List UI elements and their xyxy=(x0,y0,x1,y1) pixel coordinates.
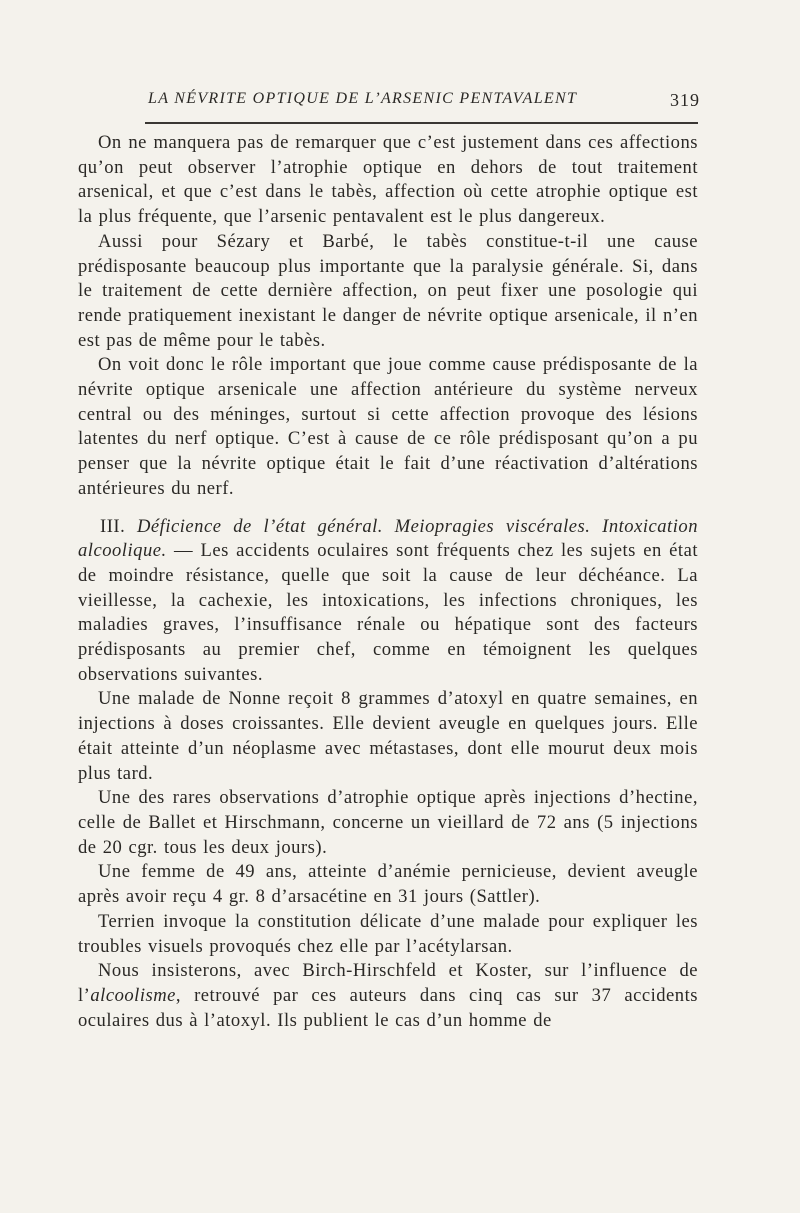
final-text-start: Nous insisterons, avec Birch-Hirschfeld et Koster, sur l’influence de l’ xyxy=(78,960,698,1006)
paragraph: On voit donc le rôle important que joue comme cause prédisposante de la névrite optique arsenicale une affection antérieure du système nerveux central ou des méninges, surtout si cette affection provoque des lésions latentes du nerf optique. C’est à cause de ce rôle prédisposant qu’on a pu penser que la névrite optique était le fait d’une réactivation d’altérations antérieures du nerf. xyxy=(78,354,698,499)
paragraph xyxy=(78,959,698,1033)
header-rule xyxy=(145,122,698,124)
paragraph: On ne manquera pas de remarquer que c’est justement dans ces affections qu’on peut observer l’atrophie optique en dehors de tout traitement arsenical, et que c’est dans le tabès, affection où cette atrophie optique est la plus fréquente, que l’arsenic pentavalent est le plus dangereux. xyxy=(78,132,698,228)
paragraph: Une des rares observations d’atrophie optique après injections d’hectine, celle de Ballet et Hirschmann, concerne un vieillard de 72 ans (5 injections de 20 cgr. tous les deux jours). xyxy=(78,787,698,858)
section-paragraph xyxy=(78,515,698,688)
page-number: 319 xyxy=(670,90,700,110)
running-head xyxy=(78,90,706,114)
section-text: — Les accidents oculaires sont fréquents chez les sujets en état de moindre résistance, quelle que soit la cause de leur déchéance. La vieillesse, la cachexie, les intoxications, les infections chroniques, les maladies graves, l’insuffisance rénale ou hépatique sont des facteurs prédisposants au premier chef, comme en témoignent les quelques observations suivantes. xyxy=(78,540,698,685)
paragraph: Aussi pour Sézary et Barbé, le tabès constitue-t-il une cause prédisposante beaucoup plus importante que la paralysie générale. Si, dans le traitement de cette dernière affection, on peut fixer une posologie qui rende pratiquement inexistant le danger de névrite optique arsenicale, il n’en est pas de même pour le tabès. xyxy=(78,230,698,351)
paragraph: Terrien invoque la constitution délicate d’une malade pour expliquer les troubles visuels provoqués chez elle par l’acétylarsan. xyxy=(78,910,698,957)
section-number: III. xyxy=(100,515,126,537)
paragraph: Une femme de 49 ans, atteinte d’anémie pernicieuse, devient aveugle après avoir reçu 4 gr. 8 d’arsacétine en 31 jours (Sattler). xyxy=(78,861,698,908)
running-title: LA NÉVRITE OPTIQUE DE L’ARSENIC PENTAVALENT xyxy=(148,90,578,107)
body-text xyxy=(78,131,698,1033)
paragraph: Une malade de Nonne reçoit 8 grammes d’atoxyl en quatre semaines, en injections à doses croissantes. Elle devient aveugle en quelques jours. Elle était atteinte d’un néoplasme avec métastases, dont elle mourut deux mois plus tard. xyxy=(78,688,698,784)
section-title: Déficience de l’état général. Meiopragies viscérales. Intoxication alcoolique. xyxy=(78,515,698,562)
final-text-end: , retrouvé par ces auteurs dans cinq cas sur 37 accidents oculaires dus à l’atoxyl. Ils publient le cas d’un homme de xyxy=(78,984,698,1031)
emphasis-alcoolisme: alcoolisme xyxy=(90,984,176,1006)
